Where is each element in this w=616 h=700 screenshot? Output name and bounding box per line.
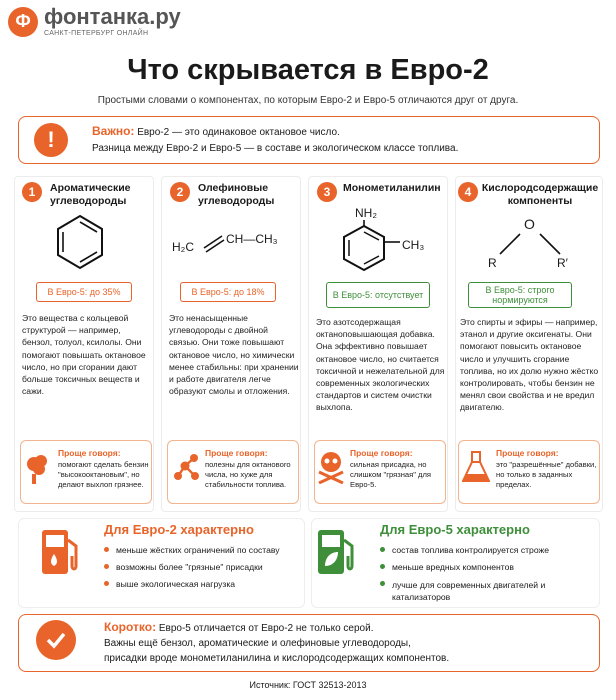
list-item: меньше вредных компонентов xyxy=(380,559,590,576)
number-badge: 1 xyxy=(22,182,42,202)
summary-label: Коротко: xyxy=(104,620,157,634)
simple-label: Проще говоря: xyxy=(350,448,413,458)
list-item: лучше для современных двигателей и катализаторов xyxy=(380,576,590,603)
logo-icon: Ф xyxy=(8,7,38,37)
column-title: Кислородсодержащие компоненты xyxy=(481,182,599,207)
important-text xyxy=(92,123,458,157)
euro5-title: Для Евро-5 характерно xyxy=(380,522,530,537)
logo[interactable] xyxy=(8,6,181,37)
status-badge: В Евро-5: строго нормируются xyxy=(468,282,572,308)
fuel-pump-icon xyxy=(40,526,82,578)
list-item: выше экологическая нагрузка xyxy=(104,576,299,593)
summary-text xyxy=(104,620,449,666)
formula-left: H₂C xyxy=(172,240,194,254)
simple-text: полезны для октанового числа, но хуже для стабильности топлива. xyxy=(205,460,291,489)
column-title: Монометиланилин xyxy=(343,182,441,194)
column-description: Это ненасыщенные углеводороды с двойной связью. Они тоже повышают октановое число, но химически менее стабильны: при хранении и работе двигателя легче образуют смолы и отложения. xyxy=(169,313,299,397)
molecule-icon xyxy=(170,450,200,484)
checkmark-icon xyxy=(36,620,76,660)
page-subtitle: Простыми словами о компонентах, по которым Евро-2 и Евро-5 отличаются друг от друга. xyxy=(97,95,519,106)
euro5-list xyxy=(380,542,590,603)
column-title: Ароматические углеводороды xyxy=(50,182,131,207)
simple-label: Проще говоря: xyxy=(496,448,559,458)
euro2-title: Для Евро-2 характерно xyxy=(104,522,254,537)
important-label: Важно: xyxy=(92,124,135,138)
summary-line3: присадки вроде монометиланилина и кислородсодержащих компонентов. xyxy=(104,653,450,664)
skull-crossbones-icon xyxy=(316,450,346,484)
summary-line1: Евро-5 отличается от Евро-2 не только серой. xyxy=(156,623,374,634)
formula-r: R xyxy=(488,256,497,270)
formula-ch3: CH₃ xyxy=(402,238,425,252)
simple-text: это "разрешённые" добавки, но только в заданных пределах. xyxy=(496,460,597,489)
number-badge: 2 xyxy=(170,182,190,202)
formula-o: O xyxy=(524,216,535,232)
euro2-list xyxy=(104,542,299,593)
simple-text: помогают сделать бензин "высокооктановым", но делают выхлоп грязнее. xyxy=(58,460,149,489)
fuel-pump-leaf-icon xyxy=(316,526,358,578)
column-description: Это вещества с кольцевой структурой — например, бензол, толуол, ксилолы. Они помогают повышать октановое число, но при сгорании дают больше токсичных веществ и сажи. xyxy=(22,313,146,397)
simple-label: Проще говоря: xyxy=(58,448,121,458)
important-line1: Евро-2 — это одинаковое октановое число. xyxy=(134,127,340,138)
exclamation-icon: ! xyxy=(34,123,68,157)
page-title: Что скрывается в Евро-2 xyxy=(127,54,489,86)
important-line2: Разница между Евро-2 и Евро-5 — в составе и экологическом классе топлива. xyxy=(92,143,459,154)
formula-nh2: NH₂ xyxy=(355,206,377,220)
smoke-cloud-icon xyxy=(24,452,50,486)
number-badge: 3 xyxy=(317,182,337,202)
status-badge: В Евро-5: отсутствует xyxy=(326,282,430,308)
logo-name: фонтанка.ру xyxy=(44,4,181,29)
summary-line2: Важны ещё бензол, ароматические и олефиновые углеводороды, xyxy=(104,638,411,649)
flask-icon xyxy=(462,450,490,484)
status-badge: В Евро-5: до 18% xyxy=(180,282,276,302)
simple-label: Проще говоря: xyxy=(205,448,268,458)
benzene-ring-icon xyxy=(50,212,110,272)
formula-right: CH—CH₃ xyxy=(226,232,278,246)
aniline-ring-icon xyxy=(336,220,406,276)
list-item: меньше жёстких ограничений по составу xyxy=(104,542,299,559)
column-title: Олефиновые углеводороды xyxy=(198,182,275,207)
number-badge: 4 xyxy=(458,182,478,202)
logo-subtitle: САНКТ-ПЕТЕРБУРГ ОНЛАЙН xyxy=(44,30,149,37)
source-note: Источник: ГОСТ 32513-2013 xyxy=(249,680,367,690)
simple-text: сильная присадка, но слишком "грязная" для Евро-5. xyxy=(350,460,432,489)
column-description: Это азотсодержащая октаноповышающая добавка. Она эффективно повышает октановое число, но считается токсичной и нежелательной для современных экологических стандартов и систем очистки выхлопа. xyxy=(316,317,445,413)
formula-r-prime: R′ xyxy=(557,256,568,270)
column-description: Это спирты и эфиры — например, этанол и другие оксигенаты. Они помогают повысить октановое число и улучшить сгорание топлива, но их долю нужно жёстко контролировать, чтобы бензин не менял свои свойства и не вредил двигателю. xyxy=(460,317,599,413)
status-badge: В Евро-5: до 35% xyxy=(36,282,132,302)
list-item: возможны более "грязные" присадки xyxy=(104,559,299,576)
list-item: состав топлива контролируется строже xyxy=(380,542,590,559)
